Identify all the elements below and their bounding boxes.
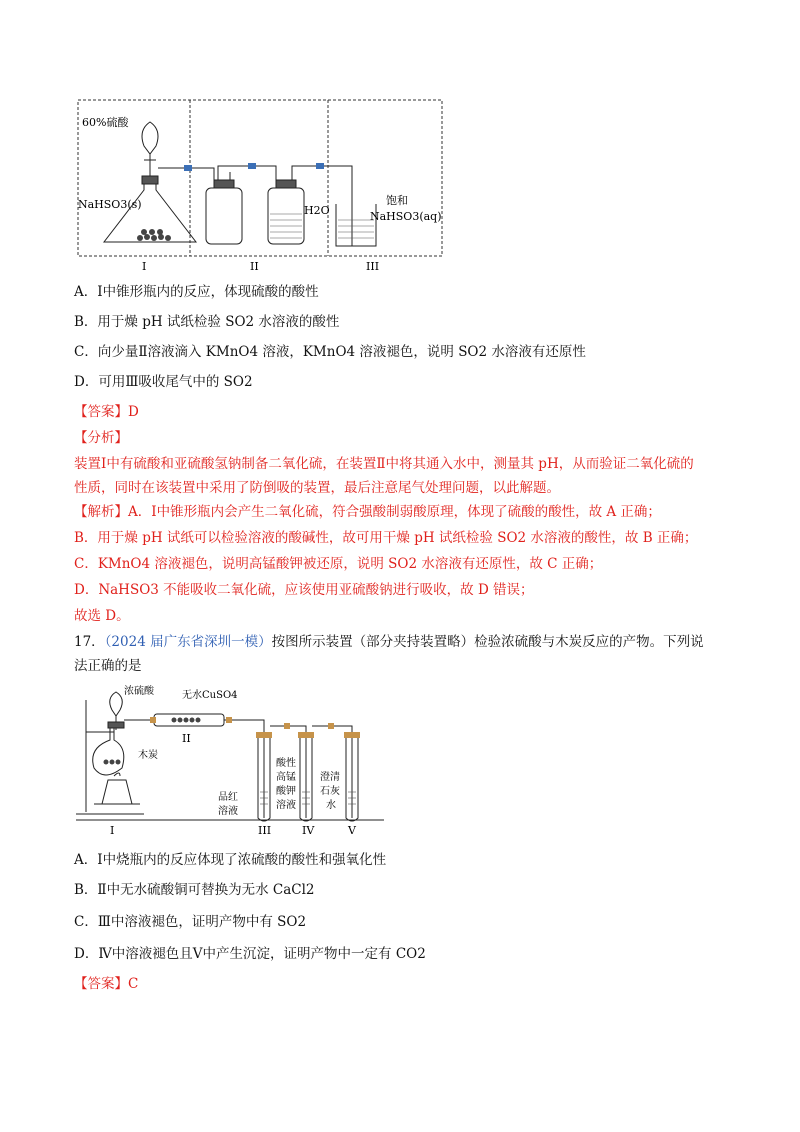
fig2-lime-label-2: 石灰 [320, 786, 340, 797]
fig2-label-V: V [348, 824, 356, 837]
q16-analysis-heading: 【分析】 [74, 430, 128, 446]
q16-explanation-line-5: 故选 D。 [74, 608, 130, 624]
fig2-acid-label: 浓硫酸 [124, 686, 154, 697]
q16-explanation-line-1: 【解析】A．Ⅰ中锥形瓶内会产生二氧化硫，符合强酸制弱酸原理，体现了硫酸的酸性，故 A 正确； [74, 504, 661, 520]
apparatus-figure-2 [74, 680, 394, 840]
q17-number: 17． [74, 634, 105, 650]
fig2-lime-label-3: 水 [326, 800, 336, 811]
q16-option-d: D．可用Ⅲ吸收尾气中的 SO2 [74, 374, 253, 390]
q16-option-a: A．Ⅰ中锥形瓶内的反应，体现硫酸的酸性 [74, 284, 319, 300]
fig2-pinhong-label-2: 溶液 [218, 806, 238, 817]
apparatus-figure-1 [74, 96, 446, 274]
q17-option-b: B．Ⅱ中无水硫酸铜可替换为无水 CaCl2 [74, 882, 315, 898]
fig2-label-III: III [258, 824, 272, 837]
q17-answer: 【答案】C [74, 976, 139, 992]
q16-option-b: B．用于燥 pH 试纸检验 SO2 水溶液的酸性 [74, 314, 340, 330]
q16-answer: 【答案】D [74, 404, 139, 420]
fig2-carbon-label: 木炭 [138, 750, 158, 761]
fig2-cuso4-label: 无水CuSO4 [182, 690, 238, 701]
q16-explanation-line-4: D．NaHSO3 不能吸收二氧化硫，应该使用亚硫酸钠进行吸收，故 D 错误； [74, 582, 534, 598]
fig1-acid-label: 60%硫酸 [82, 116, 129, 129]
fig2-lime-label-1: 澄清 [320, 772, 340, 783]
q16-analysis-line-2: 性质，同时在该装置中采用了防倒吸的装置，最后注意尾气处理问题，以此解题。 [74, 480, 560, 496]
q16-explanation-line-3: C．KMnO4 溶液褪色，说明高锰酸钾被还原，说明 SO2 水溶液有还原性，故 C 正确； [74, 556, 603, 572]
q17-source: （2024 届广东省深圳一模） [104, 634, 272, 650]
q17-option-c: C．Ⅲ中溶液褪色，证明产物中有 SO2 [74, 914, 307, 930]
q17-stem-line-2: 法正确的是 [74, 658, 142, 674]
fig2-kmno4-label-4: 溶液 [276, 800, 296, 811]
fig1-sat-label-2: NaHSO3(aq) [370, 210, 442, 223]
fig2-kmno4-label-1: 酸性 [276, 758, 296, 769]
fig1-label-III: III [366, 260, 380, 273]
fig2-kmno4-label-2: 高锰 [276, 772, 296, 783]
fig2-pinhong-label-1: 品红 [218, 792, 238, 803]
fig1-sat-label-1: 饱和 [386, 194, 408, 207]
fig1-label-II: II [250, 260, 259, 273]
q17-option-d: D．Ⅳ中溶液褪色且Ⅴ中产生沉淀，证明产物中一定有 CO2 [74, 946, 426, 962]
fig2-label-IV: IV [302, 824, 315, 837]
fig1-label-I: I [142, 260, 147, 273]
q16-explanation-line-2: B．用于燥 pH 试纸可以检验溶液的酸碱性，故可用干燥 pH 试纸检验 SO2 水溶液的酸性，故 B 正确； [74, 530, 698, 546]
fig2-kmno4-label-3: 酸钾 [276, 786, 296, 797]
fig2-label-II: II [182, 732, 191, 745]
q17-stem-line-1 [74, 632, 704, 652]
q16-analysis-line-1: 装置Ⅰ中有硫酸和亚硫酸氢钠制备二氧化硫，在装置Ⅱ中将其通入水中，测量其 pH，从而验证二氧化硫的 [74, 456, 694, 472]
fig2-label-I: I [110, 824, 115, 837]
q16-option-c: C．向少量Ⅱ溶液滴入 KMnO4 溶液，KMnO4 溶液褪色，说明 SO2 水溶液有还原性 [74, 344, 586, 360]
fig1-water-label: H2O [304, 204, 330, 217]
fig1-solid-label: NaHSO3(s) [78, 198, 142, 211]
q17-option-a: A．Ⅰ中烧瓶内的反应体现了浓硫酸的酸性和强氧化性 [74, 852, 387, 868]
q17-stem-text: 按图所示装置（部分夹持装置略）检验浓硫酸与木炭反应的产物。下列说 [271, 634, 704, 650]
